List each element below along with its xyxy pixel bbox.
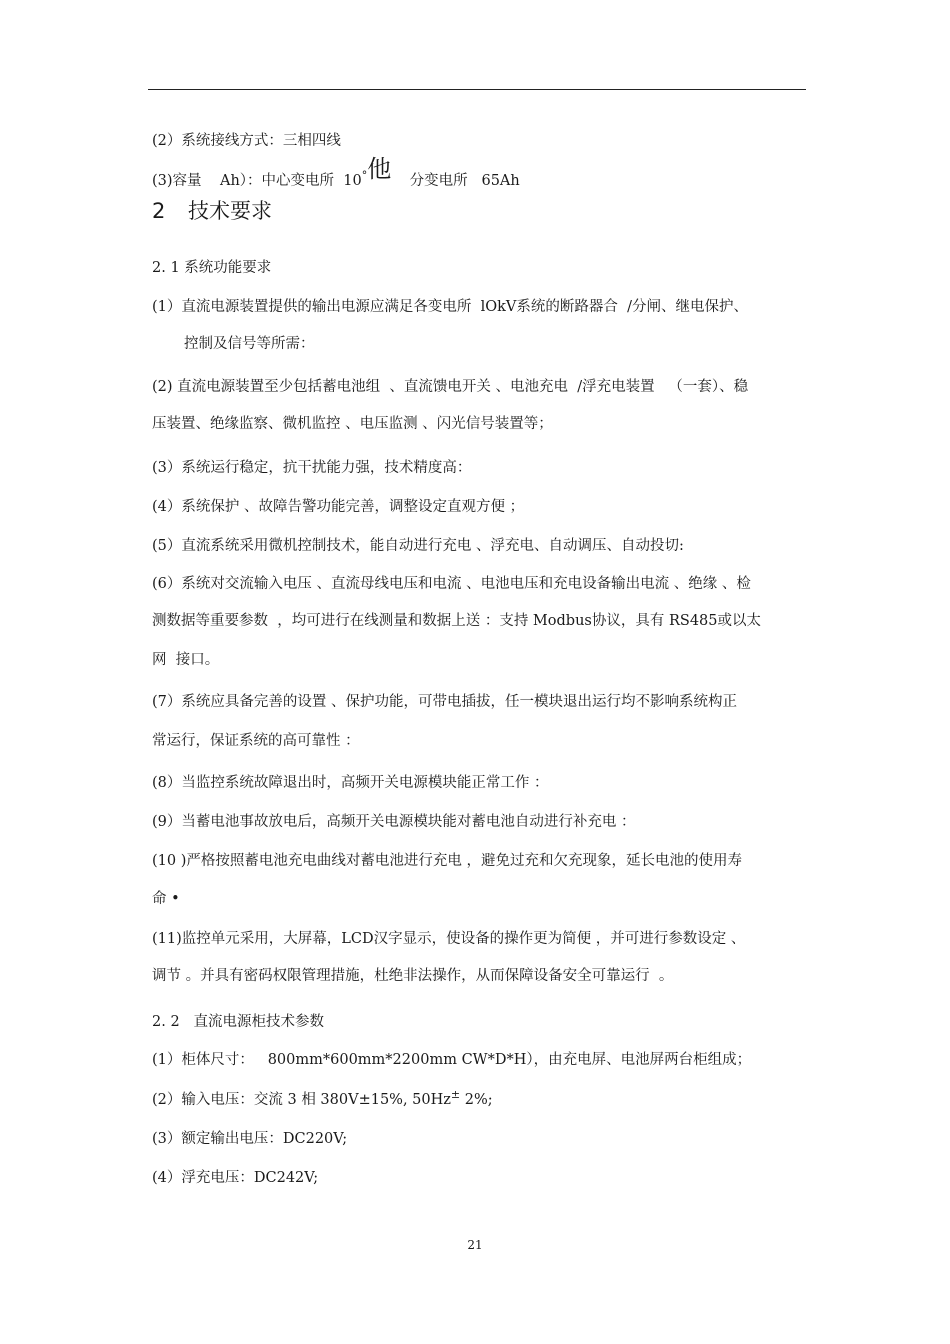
text-line: (9）当蓄电池事故放电后，高频开关电源模块能对蓄电池自动进行补充电 ： [152, 814, 636, 830]
text-line: (3）系统运行稳定，抗干扰能力强，技术精度高： [152, 460, 472, 476]
text-line: (4）系统保护 、故障告警功能完善，调整设定直观方便 ； [152, 499, 525, 515]
text-line: 网 接口。 [152, 652, 220, 668]
text-line: (2) 直流电源装置至少包括蓄电池组 、直流馈电开关 、电池充电 /浮充电装置 （一套）、稳 [152, 379, 749, 395]
text-line: 常运行，保证系统的高可靠性 ： [152, 733, 360, 749]
text-line: (7）系统应具备完善的设置 、保护功能，可带电插拔，任一模块退出运行均不影响系统构正 [152, 694, 737, 710]
text-line: 压装置、绝缘监察、微机监控 、电压监测 、闪光信号装置等； [152, 416, 553, 432]
text-line: (1）柜体尺寸： 800mm*600mm*2200mm CW*D*H），由充电屏、电池屏两台柜组成； [152, 1052, 752, 1068]
text-line: (10 )严格按照蓄电池充电曲线对蓄电池进行充电 ，避免过充和欠充现象，延长电池的使用寿 [152, 853, 742, 869]
text-line: (11)监控单元采用，大屏幕，LCD汉字显示，使设备的操作更为简便 ，并可进行参数设定 、 [152, 931, 746, 947]
page-number: 21 [467, 1238, 483, 1252]
text-line: 调节 。并具有密码权限管理措施，杜绝非法操作，从而保障设备安全可靠运行 。 [152, 968, 674, 984]
text-line: (1）直流电源装置提供的输出电源应满足各变电所 lOkV系统的断路器合 /分闸、继电保护、 [152, 299, 748, 315]
subsection-heading: 2. 1 系统功能要求 [152, 260, 272, 276]
subsection-heading: 2. 2 直流电源柜技术参数 [152, 1014, 324, 1030]
text-line: (6）系统对交流输入电压 、直流母线电压和电流 、电池电压和充电设备输出电流 、绝缘 、检 [152, 576, 751, 592]
text-line: (4）浮充电压：DC242V; [152, 1170, 319, 1186]
text-line: 命 • [152, 891, 180, 907]
text-line: (3）额定输出电压：DC220V; [152, 1131, 348, 1147]
text-line: 控制及信号等所需： [184, 336, 315, 352]
header-rule [148, 89, 806, 90]
text-line: 测数据等重要参数 ，均可进行在线测量和数据上送 ：支持 Modbus协议，具有 RS485或以太 [152, 613, 761, 629]
section-heading: 2 技术要求 [152, 199, 272, 223]
text-line: (3)容量 Ah）：中心变电所 10°他 分变电所 65Ah [152, 155, 520, 189]
text-line: (2）输入电压：交流 3 相 380V±15%, 50Hz± 2%; [152, 1088, 493, 1108]
text-line: (5）直流系统采用微机控制技术，能自动进行充电 、浮充电、自动调压、自动投切: [152, 538, 684, 554]
text-line: (8）当监控系统故障退出时，高频开关电源模块能正常工作 ： [152, 775, 549, 791]
text-line: (2）系统接线方式：三相四线 [152, 133, 341, 149]
